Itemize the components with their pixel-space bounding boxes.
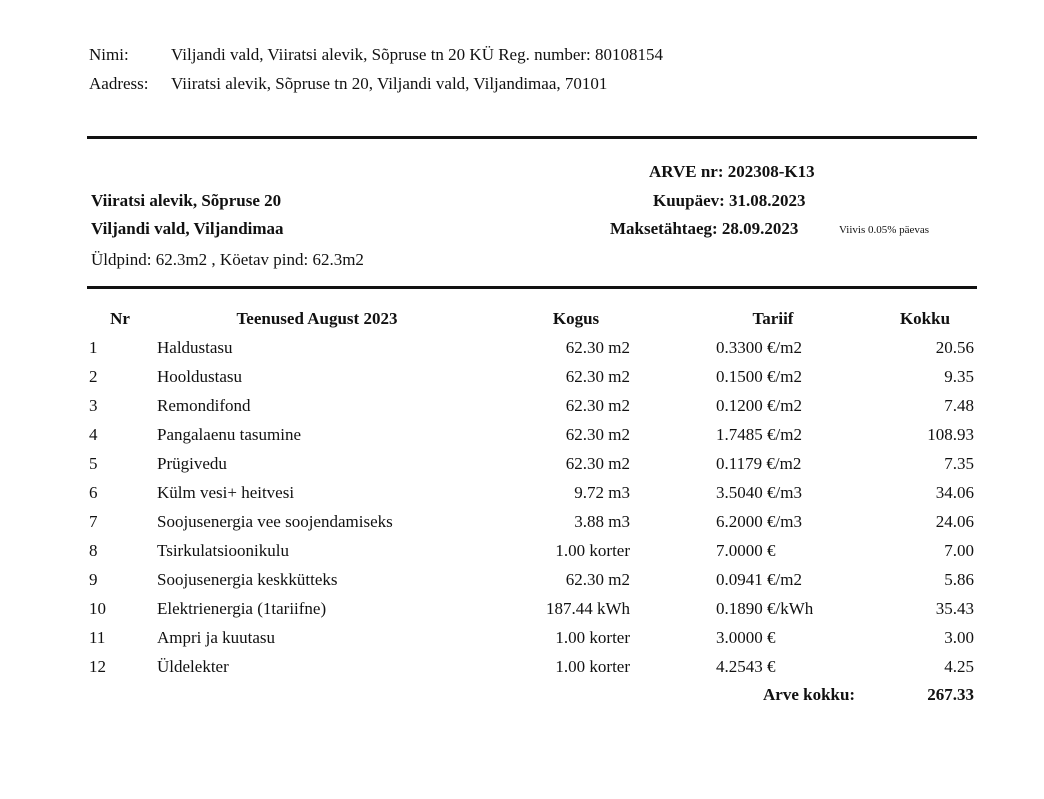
cell-service: Prügivedu [157, 454, 227, 473]
address-label: Aadress: [89, 74, 149, 93]
cell-quantity: 187.44 kWh [545, 599, 630, 618]
cell-service: Elektrienergia (1tariifne) [157, 599, 327, 618]
name-value: Viljandi vald, Viiratsi alevik, Sõpruse tn 20 KÜ Reg. number: 80108154 [171, 45, 664, 64]
cell-total: 5.86 [944, 570, 974, 589]
cell-tariff: 0.1500 €/m2 [716, 367, 802, 386]
cell-quantity: 1.00 korter [555, 541, 630, 560]
invoice-number: ARVE nr: 202308-K13 [649, 162, 815, 181]
header-tariff: Tariif [752, 309, 794, 328]
grand-total-label: Arve kokku: [763, 685, 856, 704]
header-service: Teenused August 2023 [236, 309, 398, 328]
cell-quantity: 62.30 m2 [565, 367, 630, 386]
invoice-due-date: Maksetähtaeg: 28.09.2023 [610, 219, 799, 238]
header-quantity: Kogus [552, 309, 600, 328]
cell-total: 24.06 [935, 512, 974, 531]
cell-service: Üldelekter [157, 657, 229, 676]
cell-tariff: 6.2000 €/m3 [716, 512, 802, 531]
cell-tariff: 3.0000 € [716, 628, 776, 647]
cell-tariff: 4.2543 € [716, 657, 776, 676]
address-value: Viiratsi alevik, Sõpruse tn 20, Viljandi vald, Viljandimaa, 70101 [171, 74, 608, 93]
cell-service: Tsirkulatsioonikulu [157, 541, 289, 560]
header-nr: Nr [110, 309, 130, 328]
cell-tariff: 0.1200 €/m2 [716, 396, 802, 415]
cell-quantity: 1.00 korter [555, 628, 630, 647]
cell-total: 7.48 [944, 396, 974, 415]
cell-service: Haldustasu [157, 338, 233, 357]
cell-nr: 10 [89, 599, 106, 618]
cell-service: Pangalaenu tasumine [157, 425, 301, 444]
recipient-address-line2: Viljandi vald, Viljandimaa [91, 219, 284, 238]
divider-middle [87, 286, 977, 289]
cell-nr: 1 [89, 338, 98, 357]
cell-quantity: 9.72 m3 [574, 483, 630, 502]
cell-nr: 6 [89, 483, 98, 502]
cell-quantity: 62.30 m2 [565, 570, 630, 589]
name-label: Nimi: [89, 45, 129, 64]
cell-total: 7.35 [944, 454, 974, 473]
penalty-note: Viivis 0.05% päevas [839, 224, 930, 236]
cell-total: 35.43 [935, 599, 974, 618]
cell-tariff: 0.0941 €/m2 [716, 570, 802, 589]
divider-top [87, 136, 977, 139]
cell-service: Hooldustasu [157, 367, 242, 386]
cell-tariff: 3.5040 €/m3 [716, 483, 802, 502]
recipient-area-info: Üldpind: 62.3m2 , Köetav pind: 62.3m2 [91, 250, 364, 269]
cell-total: 34.06 [935, 483, 974, 502]
cell-tariff: 0.1179 €/m2 [716, 454, 802, 473]
cell-total: 9.35 [944, 367, 974, 386]
cell-nr: 8 [89, 541, 98, 560]
cell-nr: 5 [89, 454, 98, 473]
cell-quantity: 1.00 korter [555, 657, 630, 676]
cell-total: 3.00 [944, 628, 974, 647]
cell-service: Soojusenergia keskkütteks [157, 570, 338, 589]
cell-tariff: 0.1890 €/kWh [716, 599, 814, 618]
cell-nr: 11 [89, 628, 106, 647]
cell-service: Remondifond [157, 396, 251, 415]
header-total: Kokku [899, 309, 951, 328]
cell-nr: 7 [89, 512, 98, 531]
cell-quantity: 62.30 m2 [565, 338, 630, 357]
cell-service: Soojusenergia vee soojendamiseks [157, 512, 393, 531]
grand-total-value: 267.33 [927, 685, 974, 704]
cell-nr: 3 [89, 396, 98, 415]
cell-nr: 9 [89, 570, 98, 589]
cell-total: 108.93 [927, 425, 974, 444]
cell-quantity: 62.30 m2 [565, 425, 630, 444]
cell-quantity: 62.30 m2 [565, 454, 630, 473]
recipient-address-line1: Viiratsi alevik, Sõpruse 20 [91, 191, 282, 210]
cell-tariff: 1.7485 €/m2 [716, 425, 802, 444]
cell-service: Ampri ja kuutasu [157, 628, 276, 647]
cell-total: 20.56 [935, 338, 974, 357]
cell-nr: 12 [89, 657, 106, 676]
cell-total: 7.00 [944, 541, 974, 560]
cell-quantity: 62.30 m2 [565, 396, 630, 415]
cell-service: Külm vesi+ heitvesi [157, 483, 295, 502]
invoice-date: Kuupäev: 31.08.2023 [653, 191, 806, 210]
cell-quantity: 3.88 m3 [574, 512, 630, 531]
cell-tariff: 7.0000 € [716, 541, 776, 560]
cell-total: 4.25 [944, 657, 974, 676]
cell-nr: 2 [89, 367, 98, 386]
cell-nr: 4 [89, 425, 98, 444]
cell-tariff: 0.3300 €/m2 [716, 338, 802, 357]
